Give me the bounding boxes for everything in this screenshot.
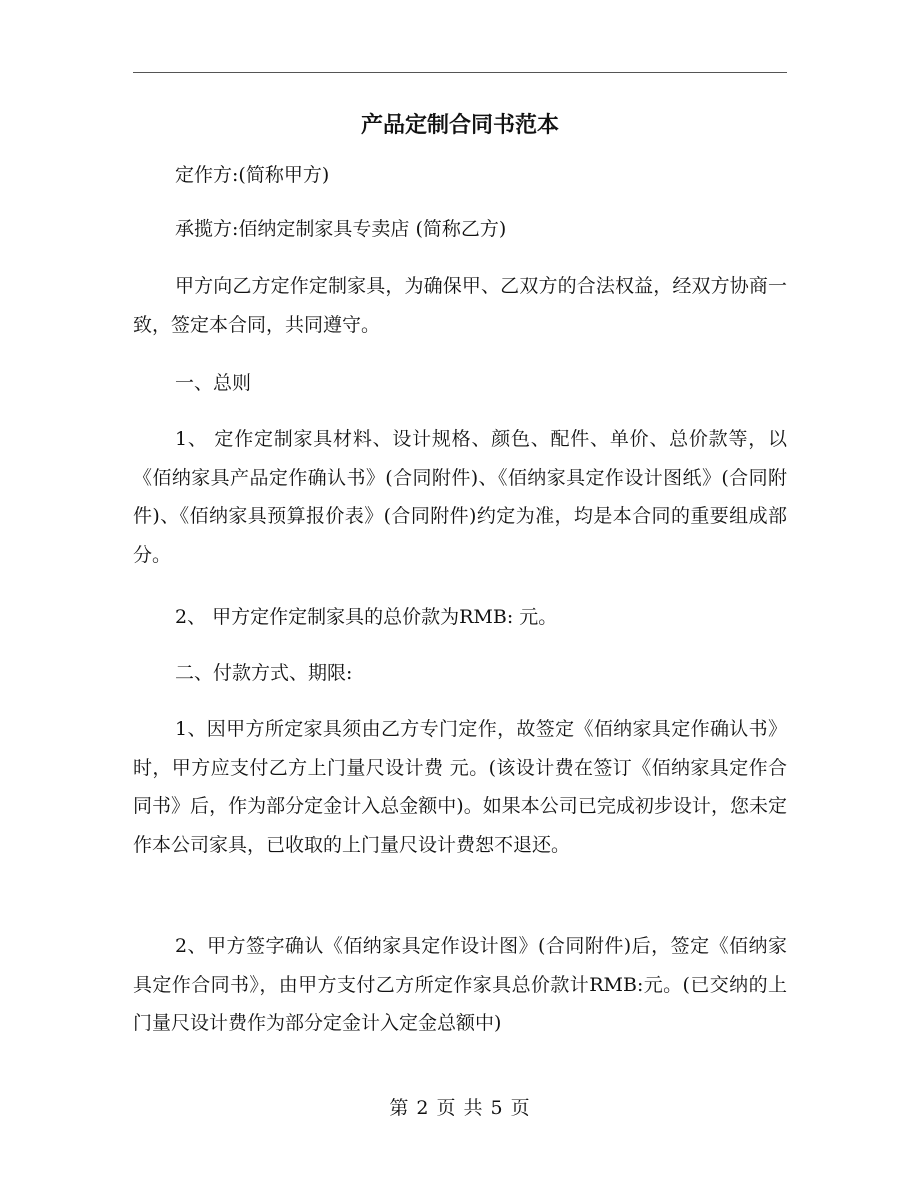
paragraph-clause-2-1: 1、因甲方所定家具须由乙方专门定作，故签定《佰纳家具定作确认书》时，甲方应支付乙方上门量尺设计费 元。(该设计费在签订《佰纳家具定作合同书》后，作为部分定金计入总金额中)。如果本公司已完成初步设计，您未定作本公司家具，已收取的上门量尺设计费恕不退还。 <box>133 718 787 856</box>
paragraph-clause-1-1: 1、 定作定制家具材料、设计规格、颜色、配件、单价、总价款等，以《佰纳家具产品定作确认书》(合同附件)、《佰纳家具定作设计图纸》(合同附件)、《佰纳家具预算报价表》(合同附件)约定为准，均是本合同的重要组成部分。 <box>133 428 787 566</box>
paragraph-party-a: 定作方:(简称甲方) <box>175 164 330 186</box>
document-title: 产品定制合同书范本 <box>360 112 559 138</box>
section-heading-general: 一、总则 <box>175 372 252 394</box>
header-rule <box>133 72 787 73</box>
section-heading-payment: 二、付款方式、期限: <box>175 662 353 684</box>
paragraph-clause-2-2: 2、甲方签字确认《佰纳家具定作设计图》(合同附件)后，签定《佰纳家具定作合同书》，由甲方支付乙方所定作家具总价款计RMB:元。(已交纳的上门量尺设计费作为部分定金计入定金总额中) <box>133 935 787 1034</box>
page-number: 第 2 页 共 5 页 <box>389 1097 531 1119</box>
paragraph-party-b: 承揽方:佰纳定制家具专卖店 (简称乙方) <box>175 218 507 240</box>
paragraph-clause-1-2: 2、 甲方定作定制家具的总价款为RMB: 元。 <box>175 606 558 628</box>
paragraph-preamble: 甲方向乙方定作定制家具，为确保甲、乙双方的合法权益，经双方协商一致，签定本合同，共同遵守。 <box>133 275 787 336</box>
